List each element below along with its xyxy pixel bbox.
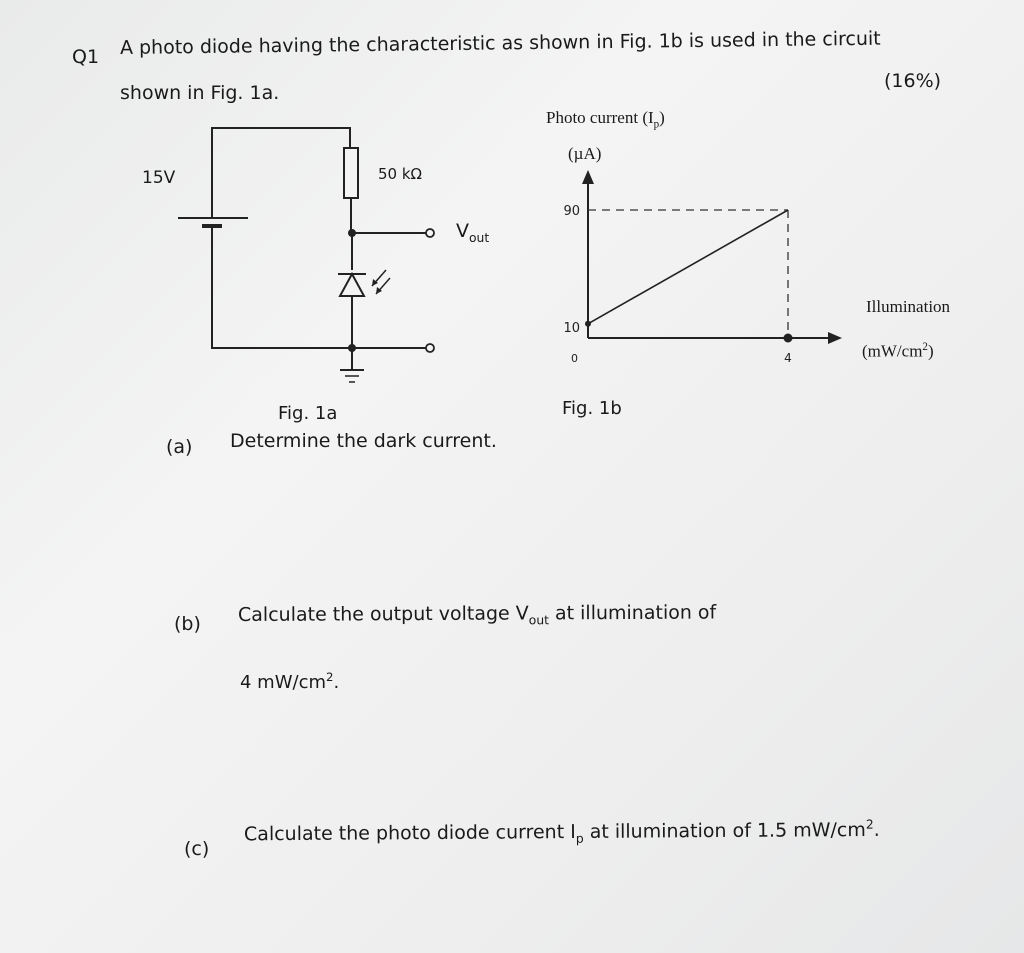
part-c-label: (c) — [184, 838, 210, 860]
y-axis-arrow — [582, 170, 594, 184]
question-number: Q1 — [72, 46, 100, 68]
part-a-text: Determine the dark current. — [230, 430, 497, 452]
chart-xlabel-line1: Illumination — [866, 297, 951, 316]
question-line-1: A photo diode having the characteristic as shown in Fig. 1b is used in the circuit — [119, 27, 881, 59]
y-tick-label: 90 — [563, 204, 580, 219]
y-tick-label: 10 — [563, 320, 580, 336]
part-b-text: Calculate the output voltage $V_{out}$ at illumination of — [237, 601, 717, 628]
marks-label: (16%) — [884, 70, 942, 92]
x-tick-label: 4 — [784, 351, 792, 365]
part-c-text: Calculate the photo diode current $I_p$ at illumination of 1.5 $mW/cm^2$. — [243, 817, 880, 846]
photo-current-chart — [540, 160, 860, 380]
vout-label: $V_{out}$ — [456, 220, 490, 245]
data-point — [585, 321, 591, 327]
source-voltage-label: 15V — [142, 168, 176, 188]
chart-xlabel-line2: $(mW/cm^2)$ — [862, 341, 934, 361]
chart-ylabel-line2: (µA) — [568, 144, 602, 163]
x-tick-label: 0 — [571, 352, 578, 365]
part-b-label: (b) — [174, 613, 201, 635]
question-line-2: shown in Fig. 1a. — [120, 82, 280, 104]
fig1a-caption: Fig. 1a — [278, 403, 338, 424]
fig1b-caption: Fig. 1b — [562, 398, 622, 419]
resistor-label: 50 kΩ — [378, 165, 423, 183]
series-line — [588, 210, 788, 324]
x-axis-point-marker — [784, 334, 793, 343]
part-b-line2: 4 $mW/cm^2$. — [240, 670, 340, 693]
part-a-label: (a) — [166, 436, 193, 458]
x-axis-arrow — [828, 332, 842, 344]
circuit-diagram — [140, 120, 520, 395]
chart-ylabel-line1: Photo current $(I_p)$ — [546, 108, 665, 131]
